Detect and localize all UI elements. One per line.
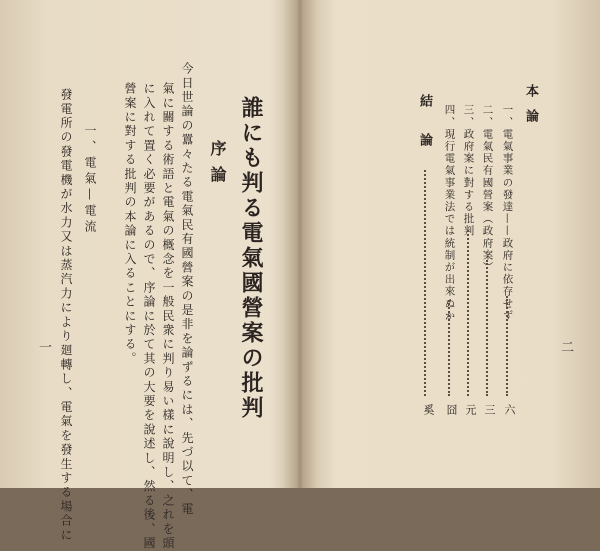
toc-item-4: 四、現行電氣事業法では統制が出來ぬか: [443, 104, 456, 322]
toc-item-2: 二、電氣民有國營案（政府案）: [481, 104, 494, 274]
toc-leader-4: [448, 300, 450, 396]
body-line-1: 今日世論の囂々たる電氣民有國營案の是非を論ずるには、先づ以て、電: [180, 62, 194, 517]
toc-page-2: 三: [483, 404, 496, 415]
conclusion-page: 奚: [422, 404, 435, 415]
body-line-2: 氣に關する術語と電氣の概念を一般民衆に判り易い樣に說明し、之れを頭: [161, 82, 175, 551]
left-page-number: 一: [36, 340, 51, 353]
conclusion-label: 結論: [417, 94, 432, 172]
main-title: 誰にも判る電氣國營案の批判: [238, 96, 264, 421]
toc-leader-2: [486, 260, 488, 396]
section-heading: 序論: [208, 140, 227, 192]
body-line-4: 營案に對する批判の本論に入ることにする。: [123, 82, 137, 366]
toc-item-3: 三、政府案に對する批判: [462, 104, 475, 238]
toc-page-3: 元: [464, 404, 477, 415]
toc-page-1: 六: [503, 404, 516, 415]
body-line-3: に入れて置く必要があるので、序論に於て其の大要を說述し、然る後、國: [142, 82, 156, 551]
toc-heading: 本論: [523, 84, 538, 134]
right-page-number: 二: [558, 340, 573, 353]
toc-leader-3: [467, 230, 469, 396]
body-line-5: 發電所の發電機が水力又は蒸汽力により廻轉し、電氣を發生する場合に: [59, 88, 73, 543]
toc-item-1: 一、電氣事業の發達——政府に依存せず: [501, 104, 514, 322]
toc-leader-1: [506, 296, 508, 396]
toc-page-4: 囧: [445, 404, 458, 415]
subheading: 一、電氣—電流: [83, 124, 97, 236]
conclusion-leader: [424, 170, 426, 396]
book-gutter: [282, 0, 318, 488]
